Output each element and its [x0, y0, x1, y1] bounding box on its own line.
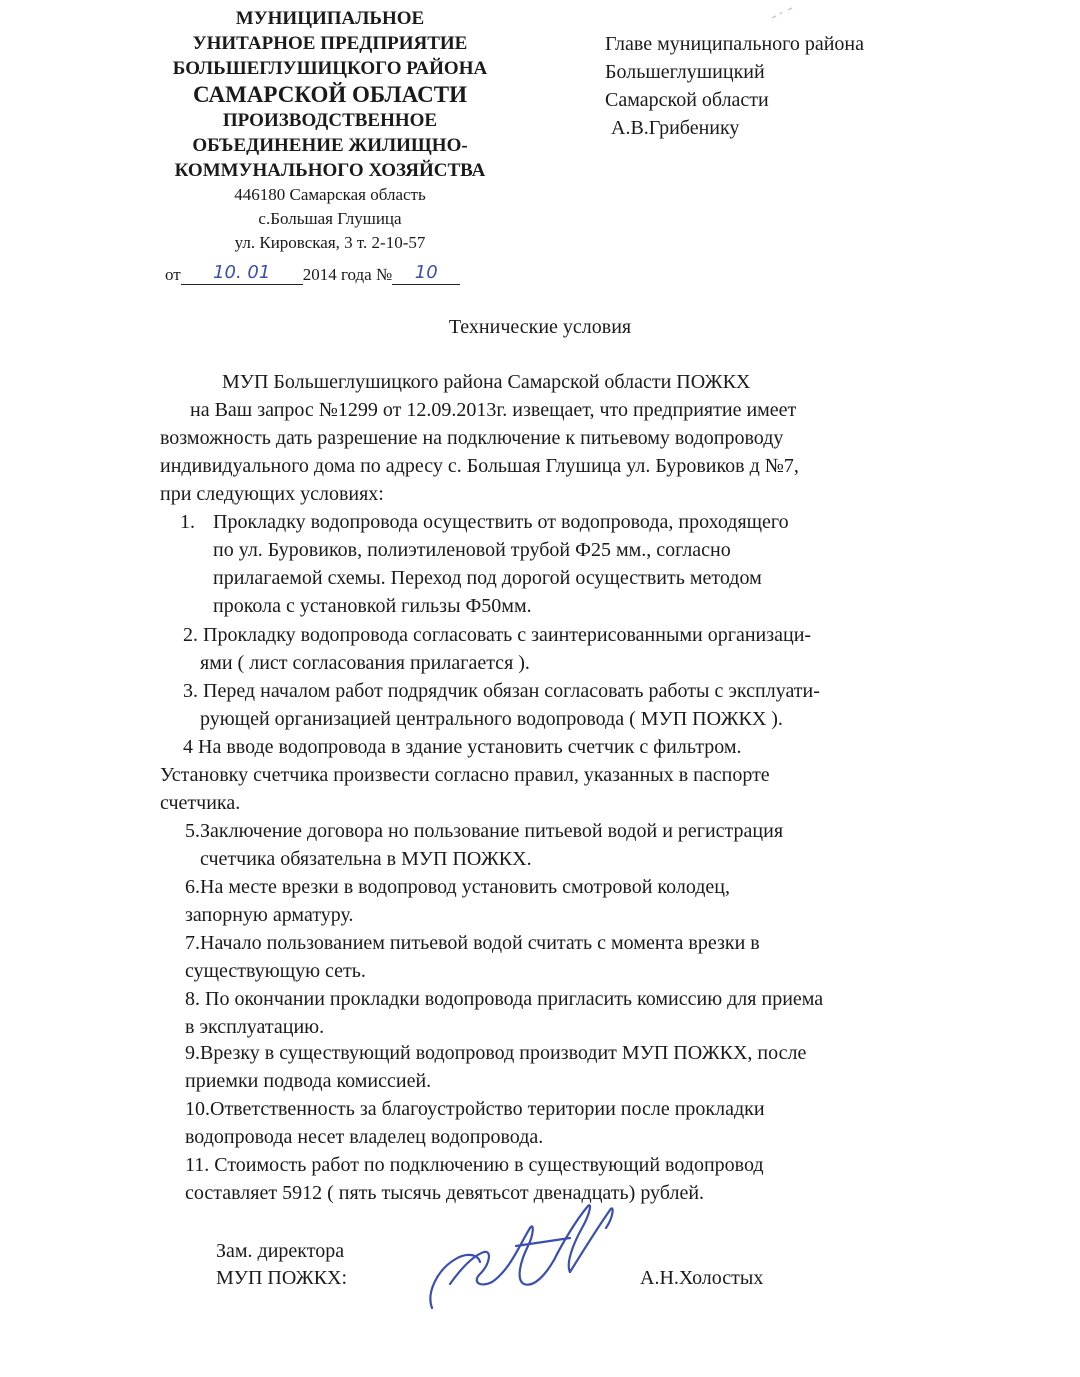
- letterhead-line: УНИТАРНОЕ ПРЕДПРИЯТИЕ: [192, 33, 468, 54]
- date-number-line: [165, 262, 460, 285]
- intro-line: на Ваш запрос №1299 от 12.09.2013г. извещает, что предприятие имеет: [190, 399, 797, 421]
- condition-line: рующей организацией центрального водопровода ( МУП ПОЖКХ ).: [200, 708, 783, 730]
- letterhead-address: 446180 Самарская область: [234, 185, 426, 204]
- date-prefix: от: [165, 265, 181, 284]
- signature-icon: [420, 1200, 640, 1315]
- condition-line: 3. Перед началом работ подрядчик обязан согласовать работы с эксплуати-: [183, 680, 820, 702]
- condition-line: по ул. Буровиков, полиэтиленовой трубой Ф25 мм., согласно: [213, 539, 731, 561]
- condition-line: 10.Ответственность за благоустройство територии после прокладки: [185, 1098, 765, 1120]
- signer-name: А.Н.Холостых: [640, 1267, 764, 1289]
- condition-line: прокола с установкой гильзы Ф50мм.: [213, 595, 532, 617]
- condition-number: 1.: [180, 511, 195, 533]
- condition-line: 8. По окончании прокладки водопровода пригласить комиссию для приема: [185, 988, 824, 1010]
- letterhead-line: ПРОИЗВОДСТВЕННОЕ: [222, 110, 438, 131]
- condition-line: составляет 5912 ( пять тысячь девятьсот двенадцать) рублей.: [185, 1182, 705, 1204]
- condition-line: ями ( лист согласования прилагается ).: [200, 652, 530, 674]
- handwritten-number: 10: [414, 262, 438, 283]
- addressee-line: Самарской области: [605, 89, 769, 111]
- signer-position: МУП ПОЖКХ:: [216, 1267, 348, 1289]
- condition-line: 5.Заключение договора но пользование питьевой водой и регистрация: [185, 820, 784, 842]
- letterhead-line: БОЛЬШЕГЛУШИЦКОГО РАЙОНА: [172, 58, 488, 79]
- letterhead-line: САМАРСКОЙ ОБЛАСТИ: [193, 82, 467, 107]
- signer-position: Зам. директора: [216, 1240, 345, 1262]
- intro-line: возможность дать разрешение на подключение к питьевому водопроводу: [160, 427, 784, 449]
- condition-line: счетчика.: [160, 792, 241, 814]
- condition-line: существующую сеть.: [185, 960, 366, 982]
- condition-line: счетчика обязательна в МУП ПОЖКХ.: [200, 848, 532, 870]
- addressee-line: Большеглушицкий: [605, 61, 765, 83]
- intro-line: при следующих условиях:: [160, 483, 384, 505]
- condition-line: 11. Стоимость работ по подключению в существующий водопровод: [185, 1154, 764, 1176]
- condition-line: Прокладку водопровода осуществить от водопровода, проходящего: [213, 511, 789, 533]
- letterhead-address: ул. Кировская, 3 т. 2-10-57: [234, 233, 426, 252]
- intro-line: индивидуального дома по адресу с. Большая Глушица ул. Буровиков д №7,: [160, 455, 799, 477]
- letterhead-line: КОММУНАЛЬНОГО ХОЗЯЙСТВА: [174, 160, 486, 181]
- letterhead-address: с.Большая Глушица: [258, 209, 402, 228]
- condition-line: водопровода несет владелец водопровода.: [185, 1126, 544, 1148]
- letterhead-line: ОБЪЕДИНЕНИЕ ЖИЛИЩНО-: [192, 135, 468, 156]
- addressee-block: [605, 30, 864, 142]
- condition-line: 2. Прокладку водопровода согласовать с заинтерисованными организаци-: [183, 624, 812, 646]
- addressee-line: Главе муниципального района: [605, 33, 865, 55]
- letterhead: [150, 6, 510, 255]
- scan-mark-icon: [770, 4, 800, 24]
- condition-line: 4 На вводе водопровода в здание установить счетчик с фильтром.: [183, 736, 742, 758]
- condition-line: Установку счетчика произвести согласно правил, указанных в паспорте: [160, 764, 770, 786]
- condition-line: запорную арматуру.: [185, 904, 354, 926]
- document-title: Технические условия: [448, 316, 632, 338]
- condition-line: приемки подвода комиссией.: [185, 1070, 432, 1092]
- handwritten-date: 10. 01: [213, 262, 271, 283]
- letterhead-line: МУНИЦИПАЛЬНОЕ: [235, 8, 425, 29]
- condition-line: в эксплуатацию.: [185, 1016, 325, 1038]
- addressee-name: А.В.Грибенику: [611, 117, 740, 139]
- condition-line: прилагаемой схемы. Переход под дорогой осуществить методом: [213, 567, 762, 589]
- condition-line: 6.На месте врезки в водопровод установить смотровой колодец,: [185, 876, 730, 898]
- condition-line: 7.Начало пользованием питьевой водой считать с момента врезки в: [185, 932, 760, 954]
- condition-line: 9.Врезку в существующий водопровод производит МУП ПОЖКХ, после: [185, 1042, 807, 1064]
- intro-line: МУП Большеглушицкого района Самарской области ПОЖКХ: [222, 371, 751, 393]
- date-suffix: 2014 года №: [302, 265, 393, 284]
